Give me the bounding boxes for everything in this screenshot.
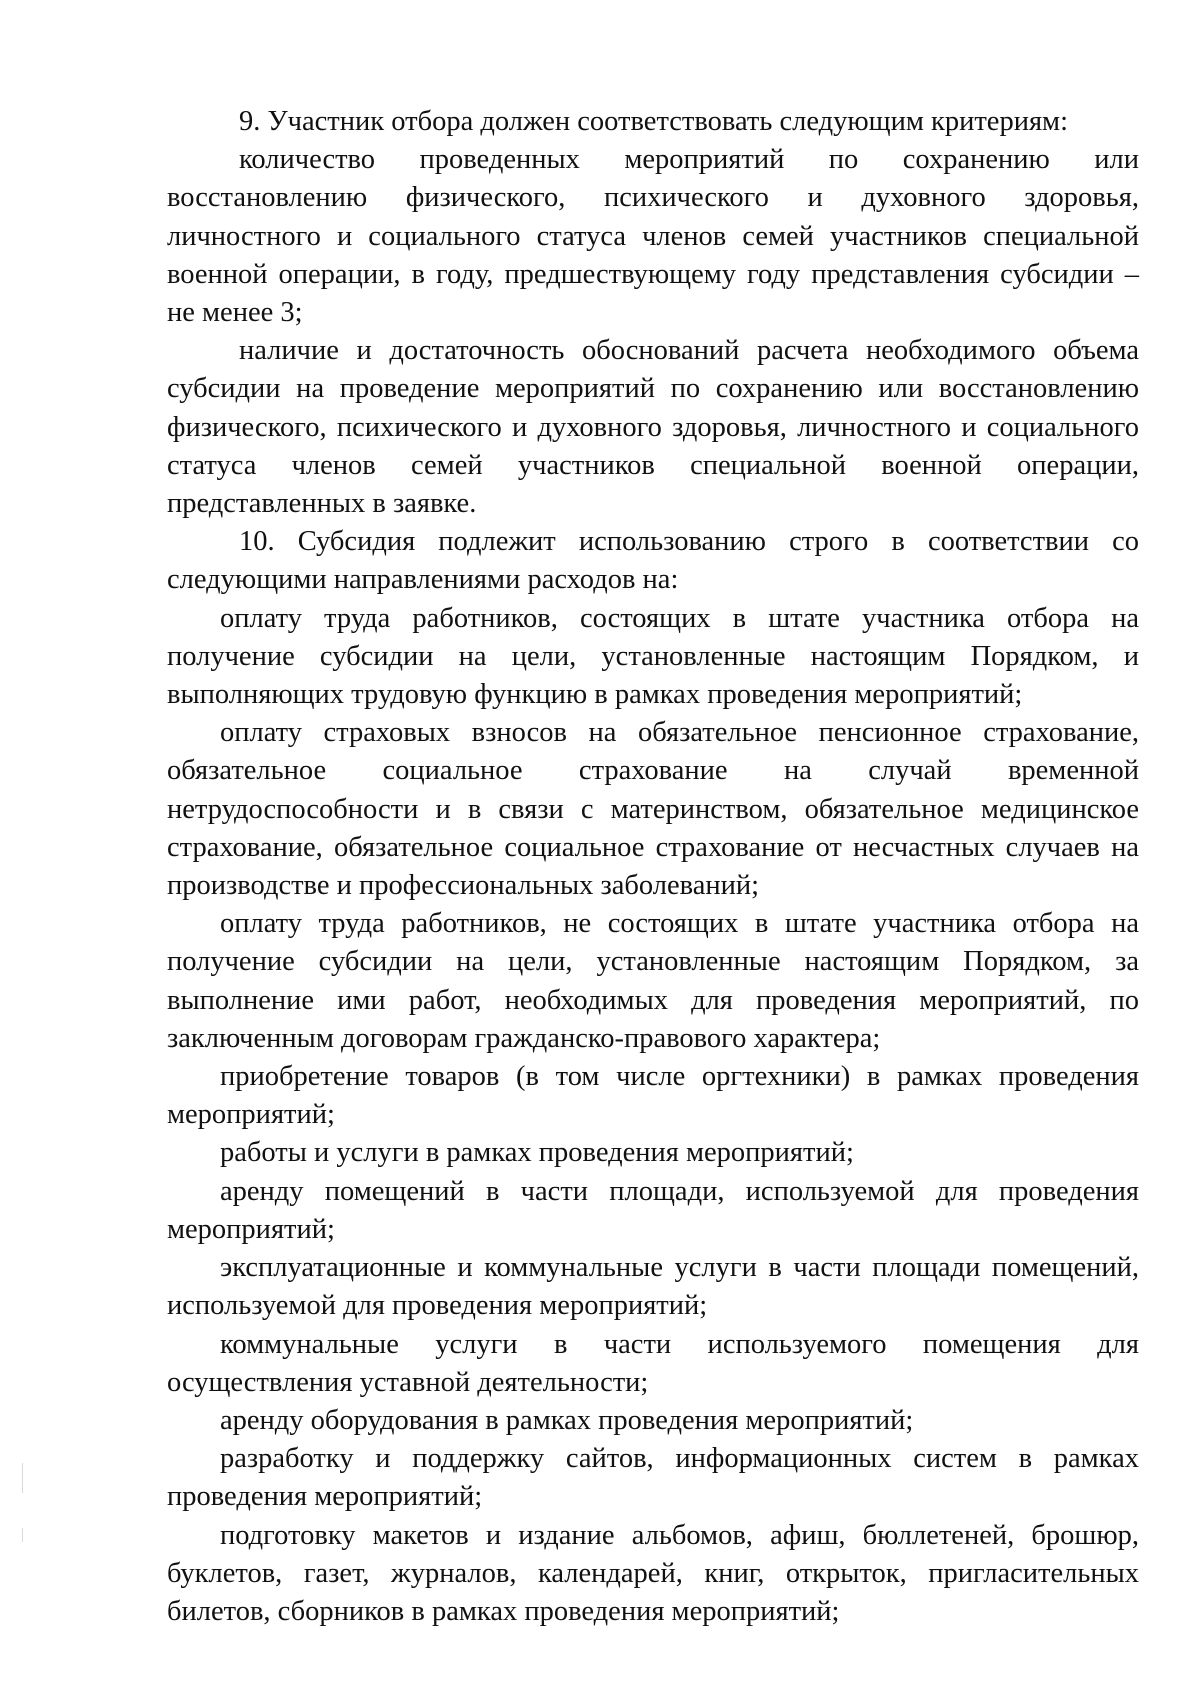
criterion-justification: наличие и достаточность обоснований расчета необходимого объема субсидии на проведение мероприятий по сохранению или восстановлению физического, психического и духовного здоровья, личностного и социального статуса членов семей участников специальной военной операции, представленных в заявке. (167, 335, 1139, 520)
expense-item: оплату труда работников, не состоящих в штате участника отбора на получение субсидии на цели, установленные настоящим Порядком, за выполнение ими работ, необходимых для проведения мероприятий, по заключенным договорам гражданско-правового характера; (167, 908, 1139, 1054)
scan-edge-mark (22, 1463, 23, 1493)
expense-item: аренду оборудования в рамках проведения мероприятий; (220, 1404, 914, 1436)
expense-item: работы и услуги в рамках проведения мероприятий; (220, 1137, 854, 1169)
expense-item: подготовку макетов и издание альбомов, афиш, бюллетеней, брошюр, буклетов, газет, журналов, календарей, книг, открыток, пригласительных билетов, сборников в рамках проведения мероприятий; (167, 1519, 1139, 1627)
criterion-event-count: количество проведенных мероприятий по сохранению или восстановлению физического, психического и духовного здоровья, личностного и социального статуса членов семей участников специальной военной операции, в году, предшествующему году представления субсидии – не менее 3; (167, 144, 1139, 329)
expense-item: разработку и поддержку сайтов, информационных систем в рамках проведения мероприятий; (167, 1443, 1139, 1513)
expense-item: приобретение товаров (в том числе оргтехники) в рамках проведения мероприятий; (167, 1061, 1139, 1131)
clause-10-heading: 10. Субсидия подлежит использованию строго в соответствии со следующими направлениями расходов на: (167, 526, 1139, 596)
expense-item: эксплуатационные и коммунальные услуги в части площади помещений, используемой для проведения мероприятий; (167, 1252, 1139, 1322)
expense-item: коммунальные услуги в части используемого помещения для осуществления уставной деятельности; (167, 1328, 1139, 1398)
expense-item: оплату труда работников, состоящих в штате участника отбора на получение субсидии на цели, установленные настоящим Порядком, и выполняющих трудовую функцию в рамках проведения мероприятий; (167, 602, 1139, 711)
clause-9-heading: 9. Участник отбора должен соответствовать следующим критериям: (239, 106, 1069, 137)
scan-edge-mark (22, 1528, 23, 1542)
document-body (167, 103, 1139, 1631)
expense-item: оплату страховых взносов на обязательное пенсионное страхование, обязательное социальное страхование на случай временной нетрудоспособности и в связи с материнством, обязательное медицинское страхование, обязательное социальное страхование от несчастных случаев на производстве и профессиональных заболеваний; (167, 717, 1139, 902)
expense-item: аренду помещений в части площади, используемой для проведения мероприятий; (167, 1175, 1139, 1245)
